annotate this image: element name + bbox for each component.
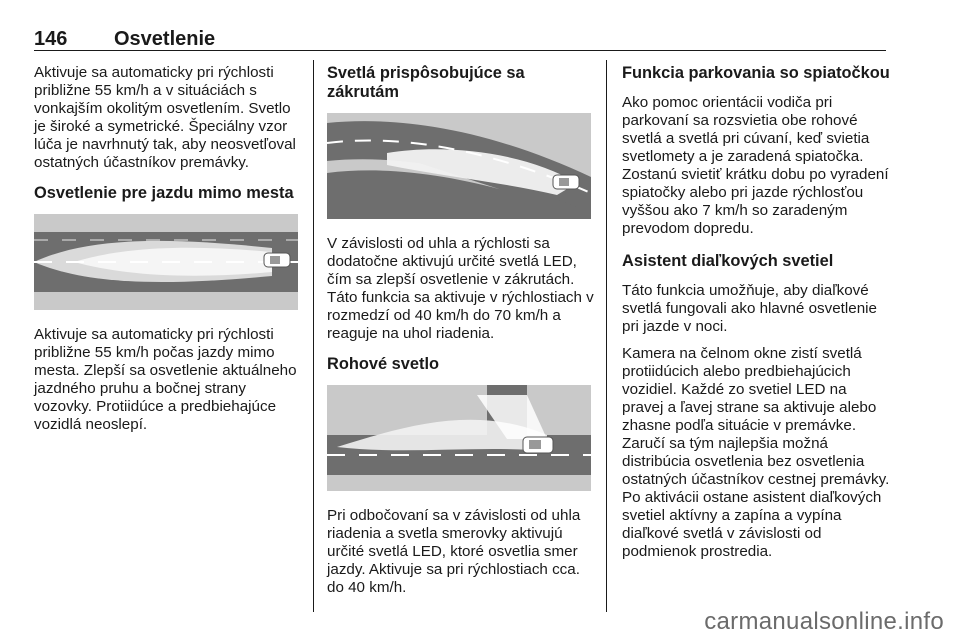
page-number: 146 bbox=[34, 28, 68, 50]
heading-parking-reverse: Funkcia parkovania so spiatočkou bbox=[622, 64, 890, 82]
illustration-corner-beam bbox=[327, 385, 591, 491]
column-divider bbox=[606, 60, 607, 612]
paragraph-adaptive: V závislosti od uhla a rýchlosti sa dodatočne aktivujú určité svetlá LED, čím sa zlepší osvetlenie v zákrutách. Táto funkcia sa aktivuje v rýchlostiach v rozmedzí od 40 km/h do 70 km/h a reaguje na uhol riadenia. bbox=[327, 235, 594, 342]
paragraph-parking: Ako pomoc orientácii vodiča pri parkovaní sa rozsvietia obe rohové svetlá a svetlá pri cúvaní, keď svietia svetlomety a je zaradená spiatočka. Zostanú svietiť krátku dobu po vyradení spiatočky alebo pri jazde rýchlosťou vyššou ako 7 km/h so zaradeným prevodom dopredu. bbox=[622, 94, 889, 237]
illustration-curve-beam bbox=[327, 113, 591, 219]
column-1 bbox=[34, 64, 302, 443]
column-2 bbox=[327, 64, 595, 606]
paragraph-corner: Pri odbočovaní sa v závislosti od uhla riadenia a svetla smerovky aktivujú určité svetlá LED, ktoré osvetlia smer jazdy. Aktivuje sa pri rýchlostiach cca. do 40 km/h. bbox=[327, 507, 581, 596]
paragraph-high-beam-2: Kamera na čelnom okne zistí svetlá protiidúcich alebo predbiehajúcich vozidiel. Každé zo svetiel LED na pravej a ľavej strane sa aktivuje alebo zhasne podľa situácie v premávke. Zaručí sa tým najlepšia možná distribúcia osvetlenia bez osvetlenia ostatných účastníkov cestnej premávky. Po aktivácii ostane asistent diaľkových svetiel aktívny a zapína a vypína diaľkové svetlá v závislosti od podmienok prostredia. bbox=[622, 345, 890, 560]
paragraph-high-beam-1: Táto funkcia umožňuje, aby diaľkové svetlá fungovali ako hlavné osvetlenie pri jazde v noci. bbox=[622, 282, 877, 335]
heading-high-beam-assist: Asistent diaľkových svetiel bbox=[622, 252, 834, 270]
heading-corner-light: Rohové svetlo bbox=[327, 355, 440, 373]
watermark-text: carmanualsonline.info bbox=[704, 608, 944, 635]
illustration-outside-town-beam bbox=[34, 214, 298, 310]
paragraph-intro: Aktivuje sa automaticky pri rýchlosti približne 55 km/h a v situáciách s vonkajším okolitým osvetlením. Svetlo je široké a symetrické. Špeciálny vzor lúča je navrhnutý tak, aby neosvetľoval ostatných účastníkov premávky. bbox=[34, 64, 296, 171]
column-3 bbox=[622, 64, 890, 570]
page-title: Osvetlenie bbox=[114, 28, 216, 50]
column-divider bbox=[313, 60, 314, 612]
heading-adaptive-lighting: Svetlá prispôsobujúce sa zákrutám bbox=[327, 64, 525, 101]
page-header bbox=[34, 26, 886, 51]
paragraph-outside-town: Aktivuje sa automaticky pri rýchlosti približne 55 km/h počas jazdy mimo mesta. Zlepší sa osvetlenie aktuálneho jazdného pruhu a bočnej strany vozovky. Protiidúce a predbiehajúce vozidlá neoslepí. bbox=[34, 326, 297, 433]
heading-outside-town-lighting: Osvetlenie pre jazdu mimo mesta bbox=[34, 184, 294, 202]
